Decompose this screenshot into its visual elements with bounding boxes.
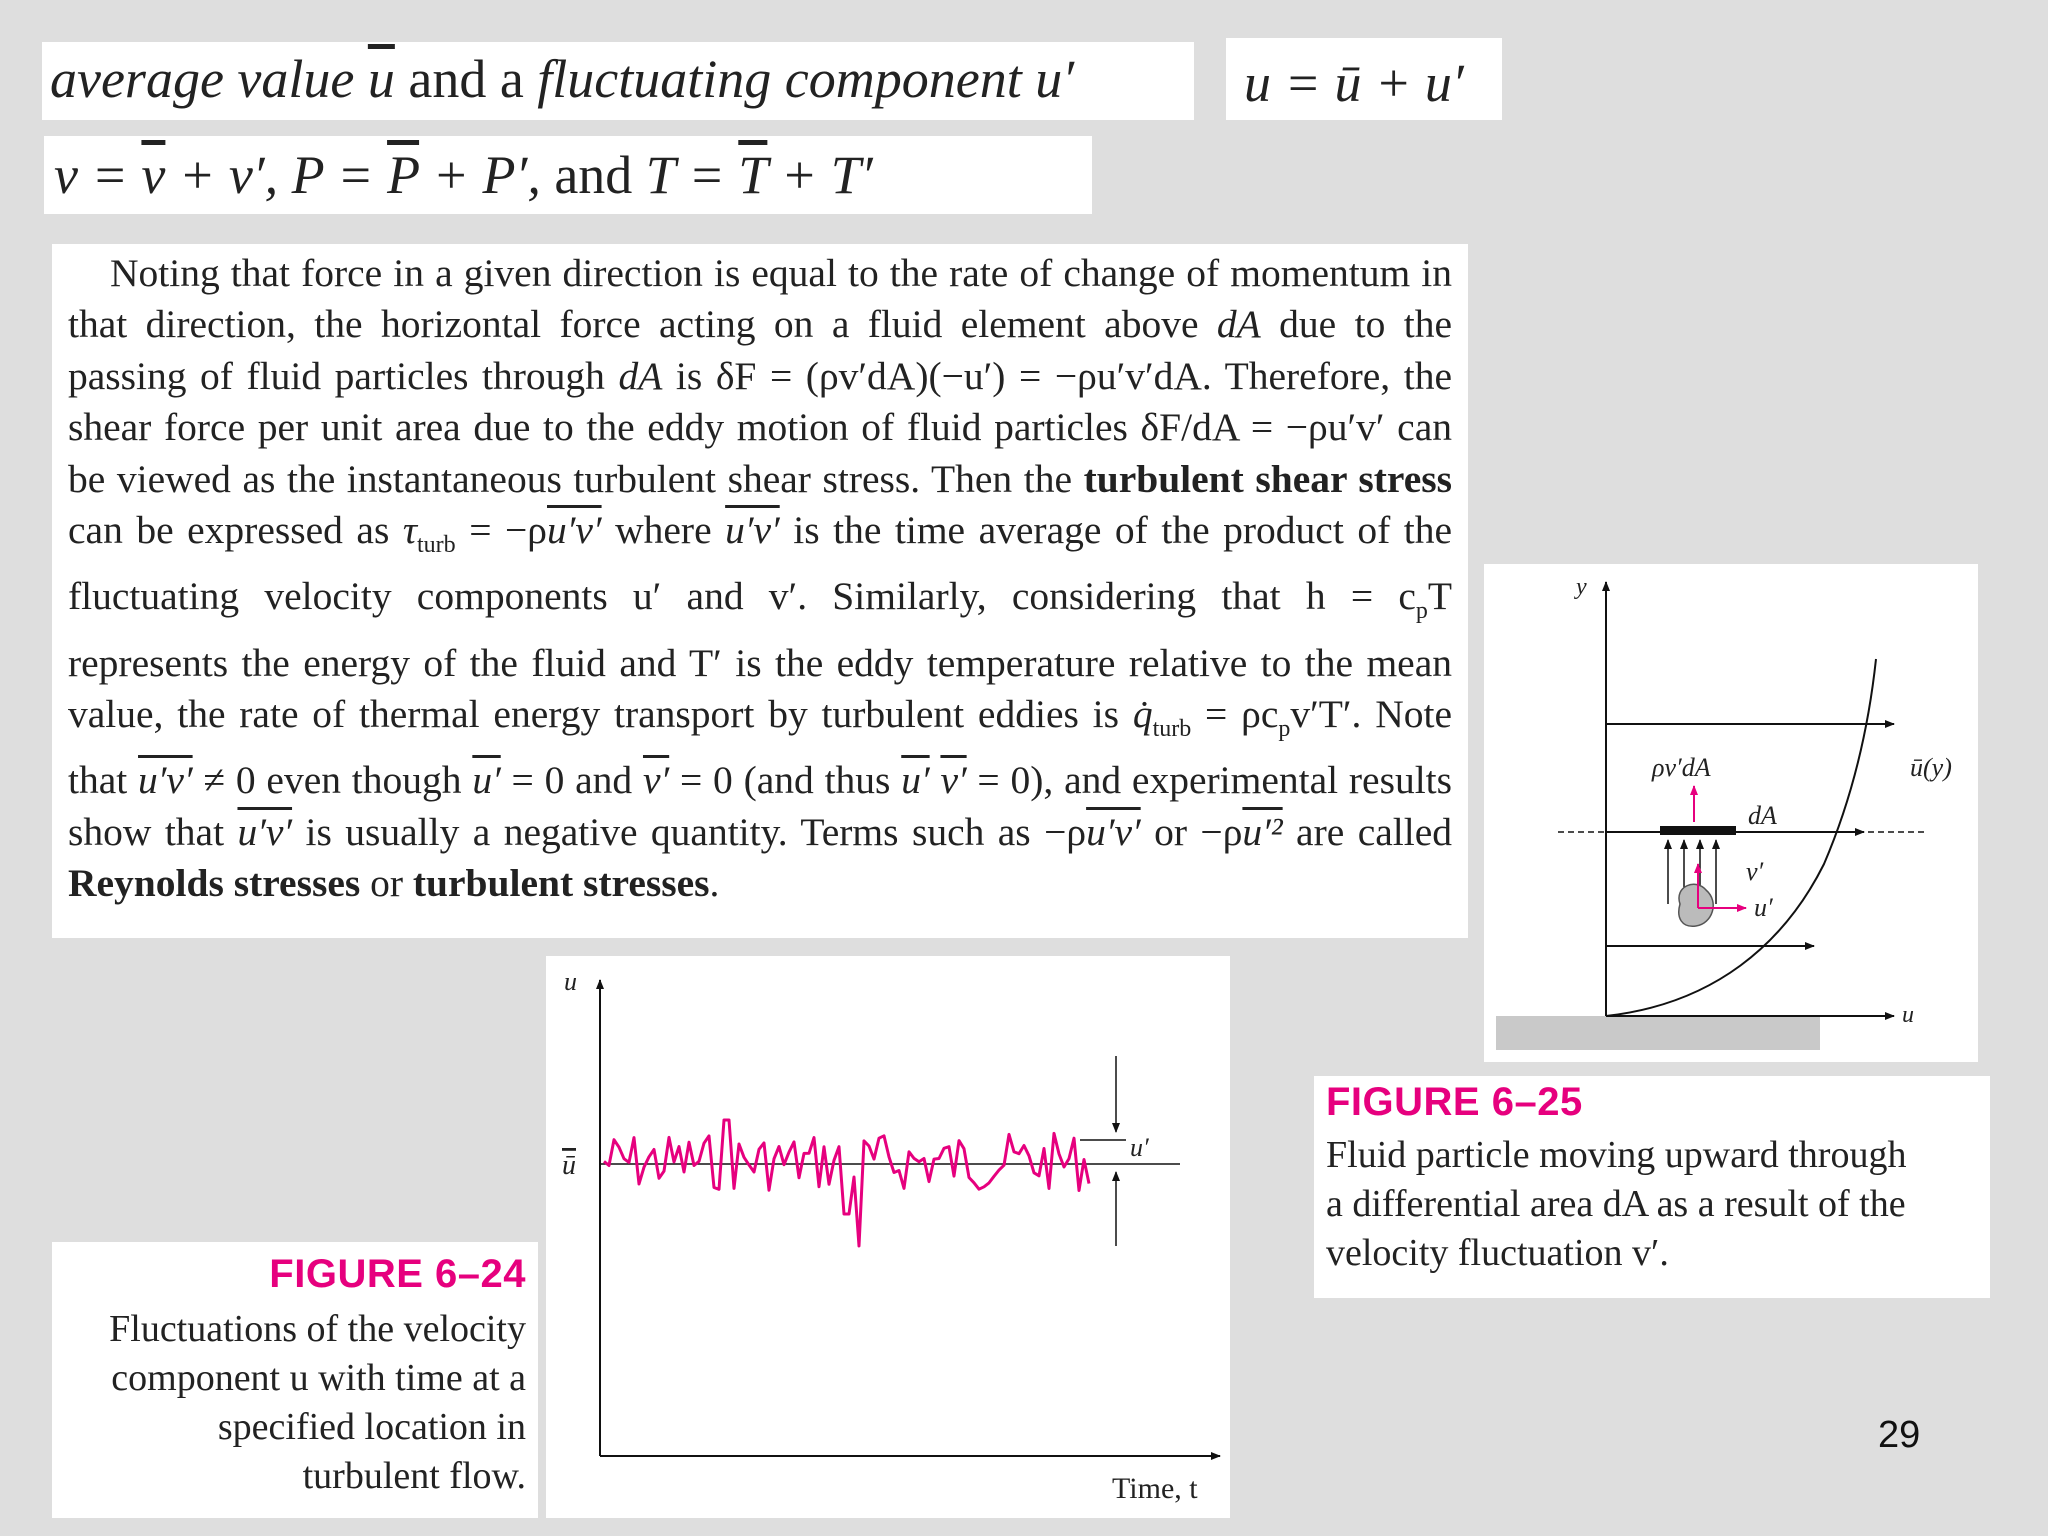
fig25-profile-label: ū(y) (1910, 753, 1952, 782)
header-equation-u (1226, 38, 1502, 120)
para-s13: ≠ 0 even though (192, 758, 473, 803)
para-s7: = −ρ (455, 508, 547, 553)
fig24-caption-l1: Fluctuations of the velocity (109, 1308, 526, 1350)
fig25-svg (1484, 564, 1978, 1062)
para-s12: v′T′. Note that (68, 692, 1452, 803)
para-qdot: q̇ (1132, 692, 1153, 737)
fig24-caption-l2: component u with time at a (111, 1357, 526, 1399)
fig25-wall (1496, 1016, 1820, 1050)
para-ov9: u′v′ (1086, 809, 1141, 854)
eq3-and: and (554, 145, 633, 205)
fig25-v-label: v′ (1746, 857, 1764, 886)
para-s9: is the time average of the product of the fluctuating velocity components u′ and v′. Similarly, considering that h = c (68, 508, 1453, 619)
fig25-caption-l1: Fluid particle moving upward through (1326, 1134, 1907, 1176)
fig25-y-label: y (1576, 574, 1587, 600)
para-s17: = 0), and experimental results show that (68, 758, 1453, 854)
para-ov3: u′v′ (138, 758, 193, 803)
para-ov1: u′v′ (547, 508, 602, 553)
fig25-x-label: u (1902, 1002, 1914, 1028)
para-ov10: u′² (1242, 809, 1283, 854)
fig24-fluct-label: u′ (1130, 1133, 1149, 1162)
para-s4: dA (618, 353, 663, 398)
header-text-b: and a (394, 49, 538, 109)
header-equation-vpt (44, 136, 1092, 214)
eq3-pbar: $\overline{P}$ (387, 145, 420, 205)
para-bold-turbulent-stresses: turbulent stresses (412, 861, 710, 906)
header-ubar: $\overline{u}$ (367, 49, 395, 109)
fig25-fluid-particle (1679, 884, 1713, 926)
fig25-u-label: u′ (1754, 893, 1773, 922)
fig24-velocity-trace (604, 1120, 1089, 1246)
para-s22: . (709, 861, 720, 906)
para-s15: = 0 (and thus (669, 758, 902, 803)
para-tau-sub: turb (417, 531, 456, 558)
header-equation-definition (42, 42, 1194, 120)
para-s11-sub: p (1278, 715, 1291, 742)
fig25-velocity-profile (1606, 659, 1876, 1016)
para-s8: where (601, 508, 726, 553)
eq3-tbar: $\overline{T}$ (738, 145, 768, 205)
para-s6: can be expressed as (68, 508, 403, 553)
para-ov5: v′ (642, 758, 670, 803)
header-text-c: fluctuating component u′ (537, 49, 1075, 109)
eq3-vbar: $\overline{v}$ (141, 145, 166, 205)
fig25-caption-l2: a differential area dA as a result of the (1326, 1183, 1906, 1225)
para-cp-sub: p (1415, 598, 1428, 625)
fig24-svg (546, 956, 1230, 1518)
fig25-area-label: dA (1748, 801, 1777, 830)
para-s16 (930, 758, 941, 802)
para-ov2: u′v′ (725, 508, 780, 553)
para-s14: = 0 and (500, 758, 643, 803)
para-s2: dA (1216, 302, 1261, 347)
slide-number: 29 (1878, 1414, 1921, 1456)
fig24-x-label: Time, t (1112, 1472, 1198, 1505)
para-tau: τ (402, 508, 417, 553)
fig24-caption-l4: turbulent flow. (302, 1455, 526, 1497)
para-q-sub: turb (1152, 715, 1192, 742)
header-text-a: average value (50, 49, 368, 109)
figure-6-24-caption (52, 1242, 538, 1518)
para-s3: due to the passing of fluid particles through (68, 302, 1452, 398)
para-s18: is usually a negative quantity. Terms such as −ρ (292, 809, 1087, 854)
fig24-caption-l3: specified location in (217, 1406, 526, 1448)
para-s1: Noting that force in a given direction is equal to the rate of change of momentum in that direction, the horizontal force acting on a fluid element above (68, 251, 1452, 347)
para-s5: is δF = (ρv′dA)(−u′) = −ρu′v′dA. Therefore, the shear force per unit area due to the eddy motion of fluid particles δF/dA = −ρu′v′ can be viewed as the instantaneous turbulent shear stress. Then the (68, 353, 1452, 501)
fig25-caption-l3: velocity fluctuation v′. (1326, 1232, 1669, 1274)
fig25-flux-label: ρv′dA (1652, 753, 1711, 782)
eq3-part1: v = (54, 145, 142, 205)
reynolds-stress-paragraph (52, 244, 1468, 938)
eq3-part8: + T′ (767, 145, 873, 205)
fig24-y-label: u (564, 967, 577, 996)
fig25-area-da (1660, 826, 1736, 835)
equation-u-decomposition: u = ū + u′ (1244, 53, 1464, 113)
para-s11: = ρc (1191, 692, 1279, 737)
eq3-part3: + v′, P = (165, 145, 388, 205)
fig25-title: FIGURE 6–25 (1326, 1080, 1583, 1124)
figure-6-25-diagram (1484, 564, 1978, 1062)
para-ov7: v′ (940, 758, 967, 803)
paragraph-body (68, 248, 1452, 910)
para-s19: or −ρ (1140, 809, 1243, 854)
eq3-part5: + P′, (419, 145, 555, 205)
fig24-mean-label: ū (562, 1150, 576, 1181)
eq3-part6: T = (632, 145, 739, 205)
para-ov6: u′ (901, 758, 930, 803)
para-bold-reynolds-stresses: Reynolds stresses (68, 861, 361, 906)
para-s20: are called (1282, 809, 1452, 854)
fig24-title: FIGURE 6–24 (269, 1252, 526, 1296)
figure-6-24-plot (546, 956, 1230, 1518)
figure-6-25-caption (1314, 1076, 1990, 1298)
para-s21: or (360, 861, 413, 906)
para-ov4: u′ (472, 758, 501, 803)
para-s10: T represents the energy of the fluid and T′ is the eddy temperature relative to the mean value, the rate of thermal energy transport by turbulent eddies is (68, 574, 1452, 737)
para-ov8: u′v′ (237, 809, 293, 854)
para-bold-turbulent-shear-stress: turbulent shear stress (1083, 456, 1453, 501)
